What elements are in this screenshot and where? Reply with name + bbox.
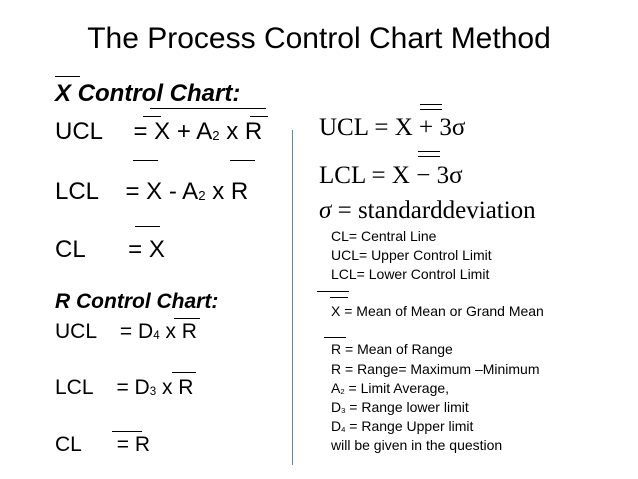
legend-rbar: R = Mean of Range	[331, 341, 453, 357]
x-ucl-rbar	[250, 116, 268, 117]
r-lcl-row	[55, 376, 193, 400]
formula-ucl-rhs: + 3σ	[419, 114, 466, 141]
legend-d4-text: = Range Upper limit	[345, 418, 474, 434]
formula-ucl-lhs: UCL	[319, 114, 369, 141]
formula-lcl-bar1	[418, 151, 440, 152]
legend-lcl: LCL= Lower Control Limit	[331, 266, 490, 282]
x-ucl-row	[55, 118, 262, 146]
legend-d3-sub: 3	[341, 405, 346, 415]
r-lcl-sub: 3	[149, 386, 157, 399]
legend-a2-text: = Limit Average,	[344, 380, 450, 396]
legend-a2-sym: A	[331, 380, 341, 396]
x-lcl-eq: = X - A	[125, 178, 199, 205]
x-cl-xbar	[135, 226, 160, 227]
x-lcl-xbar	[133, 160, 158, 161]
r-cl-rbar	[112, 431, 142, 432]
formula-sigma	[319, 197, 536, 225]
x-heading-overline	[55, 76, 80, 77]
formula-lcl-x: X	[391, 162, 410, 189]
legend-d3	[331, 399, 469, 415]
x-ucl-sub: 2	[212, 128, 220, 144]
legend-d4-sub: 4	[341, 424, 346, 434]
legend-d3-text: = Range lower limit	[345, 399, 469, 415]
r-ucl-eq: = D	[119, 320, 154, 343]
x-cl-label: CL	[55, 236, 85, 263]
r-ucl-rbar	[174, 318, 200, 319]
r-ucl-sub: 4	[153, 330, 160, 343]
r-cl-eq: = R	[116, 433, 151, 456]
legend-xbar: X = Mean of Mean or Grand Mean	[331, 303, 544, 319]
legend-xbar-bar	[330, 297, 348, 298]
formula-ucl-x: X	[394, 114, 413, 141]
formula-ucl-bar2	[420, 109, 442, 110]
r-lcl-label: LCL	[55, 376, 93, 399]
formula-lcl-bar2	[418, 156, 440, 157]
x-ucl-label: UCL	[55, 118, 103, 145]
legend-d4	[331, 418, 473, 434]
legend-xbar-top	[317, 291, 349, 292]
r-cl-row	[55, 433, 150, 457]
formula-ucl	[319, 114, 465, 142]
legend-a2	[331, 380, 449, 396]
column-divider	[292, 130, 293, 465]
formula-ucl-bar1	[420, 104, 442, 105]
r-ucl-label: UCL	[55, 320, 97, 343]
r-ucl-row	[55, 320, 197, 344]
r-lcl-tail: x R	[161, 376, 194, 399]
formula-lcl	[319, 162, 463, 190]
legend-note: will be given in the question	[331, 437, 503, 453]
legend-r: R = Range= Maximum –Minimum	[331, 361, 540, 377]
formula-ucl-eq: =	[374, 114, 389, 141]
x-lcl-rbar	[230, 160, 255, 161]
formula-sigma-lhs: σ	[319, 197, 332, 224]
r-chart-heading: R Control Chart:	[55, 290, 219, 313]
legend-cl: CL= Central Line	[331, 228, 437, 244]
r-cl-label: CL	[55, 433, 82, 456]
page-title: The Process Control Chart Method	[87, 22, 551, 55]
legend-d4-sym: D	[331, 418, 342, 434]
x-cl-eq: = X	[128, 236, 165, 263]
x-ucl-tail: x R	[226, 118, 263, 145]
x-ucl-eq: = X + A	[133, 118, 213, 145]
legend-d3-sym: D	[331, 399, 342, 415]
x-lcl-label: LCL	[55, 178, 99, 205]
x-chart-heading: X Control Chart:	[55, 80, 241, 107]
formula-lcl-rhs: − 3σ	[416, 162, 463, 189]
formula-lcl-lhs: LCL	[319, 162, 366, 189]
legend-ucl: UCL= Upper Control Limit	[331, 247, 492, 263]
x-lcl-sub: 2	[198, 188, 206, 204]
x-ucl-xbar	[143, 116, 161, 117]
legend-a2-sub: 2	[340, 386, 345, 396]
r-ucl-tail: x R	[165, 320, 197, 343]
x-cl-row	[55, 236, 165, 264]
r-lcl-eq: = D	[116, 376, 150, 399]
x-heading-underline	[150, 108, 266, 109]
x-lcl-tail: x R	[212, 178, 249, 205]
legend-rbar-bar	[324, 337, 346, 338]
formula-sigma-rhs: standarddeviation	[357, 197, 536, 224]
r-lcl-rbar	[172, 372, 196, 373]
formula-sigma-eq: =	[337, 197, 352, 224]
formula-lcl-eq: =	[371, 162, 386, 189]
x-lcl-row	[55, 178, 248, 206]
